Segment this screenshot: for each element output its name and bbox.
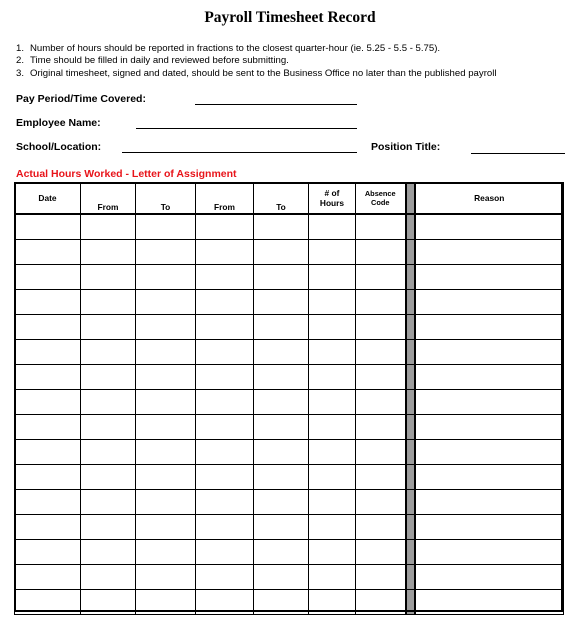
from-2-cell[interactable] — [196, 515, 254, 540]
from-2-cell[interactable] — [196, 590, 254, 615]
to-2-cell[interactable] — [254, 315, 309, 340]
date-cell[interactable] — [15, 240, 81, 265]
from-1-cell[interactable] — [81, 365, 136, 390]
gray-separator-cell — [406, 465, 415, 490]
from-1-cell[interactable] — [81, 490, 136, 515]
from-2-cell[interactable] — [196, 365, 254, 390]
from-1-cell[interactable] — [81, 340, 136, 365]
absence-code-cell[interactable] — [356, 240, 406, 265]
to-2-cell[interactable] — [254, 465, 309, 490]
absence-code-cell[interactable] — [356, 565, 406, 590]
school-location-label: School/Location: — [16, 141, 102, 153]
hours-cell[interactable] — [309, 214, 356, 240]
from-2-cell[interactable] — [196, 340, 254, 365]
position-title-label: Position Title: — [371, 141, 441, 153]
reason-cell[interactable] — [415, 590, 564, 615]
to-1-cell[interactable] — [136, 515, 196, 540]
hours-cell[interactable] — [309, 415, 356, 440]
to-1-cell[interactable] — [136, 315, 196, 340]
absence-code-cell[interactable] — [356, 590, 406, 615]
pay-period-label: Pay Period/Time Covered: — [16, 93, 146, 105]
table-row — [15, 440, 564, 465]
to-1-cell[interactable] — [136, 465, 196, 490]
date-cell[interactable] — [15, 565, 81, 590]
hours-cell[interactable] — [309, 340, 356, 365]
reason-cell[interactable] — [415, 440, 564, 465]
from-1-cell[interactable] — [81, 465, 136, 490]
table-row — [15, 465, 564, 490]
date-cell[interactable] — [15, 315, 81, 340]
reason-cell[interactable] — [415, 315, 564, 340]
column-header-date: Date — [15, 183, 81, 215]
absence-code-cell[interactable] — [356, 214, 406, 240]
hours-cell[interactable] — [309, 465, 356, 490]
table-row — [15, 590, 564, 615]
column-header-absence-code: Absence Code — [356, 183, 406, 215]
instruction-item: 3. Original timesheet, signed and dated, should be sent to the Business Office no later than the published payroll — [16, 67, 497, 79]
reason-cell[interactable] — [415, 515, 564, 540]
to-2-cell[interactable] — [254, 390, 309, 415]
table-row — [15, 415, 564, 440]
column-header-hours: # of Hours — [309, 183, 356, 215]
instructions-list — [16, 43, 496, 80]
reason-cell[interactable] — [415, 290, 564, 315]
gray-separator-cell — [406, 290, 415, 315]
table-row — [15, 490, 564, 515]
date-cell[interactable] — [15, 214, 81, 240]
date-cell[interactable] — [15, 440, 81, 465]
date-cell[interactable] — [15, 290, 81, 315]
to-2-cell[interactable] — [254, 440, 309, 465]
absence-code-cell[interactable] — [356, 540, 406, 565]
gray-separator-cell — [406, 440, 415, 465]
section-title: Actual Hours Worked - Letter of Assignment — [16, 168, 237, 180]
table-header-row — [15, 183, 564, 215]
absence-code-cell[interactable] — [356, 340, 406, 365]
hours-cell[interactable] — [309, 565, 356, 590]
reason-cell[interactable] — [415, 390, 564, 415]
hours-cell[interactable] — [309, 490, 356, 515]
gray-separator-cell — [406, 365, 415, 390]
reason-cell[interactable] — [415, 214, 564, 240]
table-row — [15, 540, 564, 565]
to-1-cell[interactable] — [136, 214, 196, 240]
gray-separator-cell — [406, 214, 415, 240]
from-1-cell[interactable] — [81, 565, 136, 590]
from-1-cell[interactable] — [81, 315, 136, 340]
to-2-cell[interactable] — [254, 240, 309, 265]
to-1-cell[interactable] — [136, 440, 196, 465]
gray-separator-cell — [406, 515, 415, 540]
to-2-cell[interactable] — [254, 415, 309, 440]
from-1-cell[interactable] — [81, 390, 136, 415]
table-row — [15, 340, 564, 365]
from-2-cell[interactable] — [196, 265, 254, 290]
reason-cell[interactable] — [415, 365, 564, 390]
from-1-cell[interactable] — [81, 214, 136, 240]
reason-cell[interactable] — [415, 465, 564, 490]
table-row — [15, 390, 564, 415]
employee-name-label: Employee Name: — [16, 117, 101, 129]
to-1-cell[interactable] — [136, 490, 196, 515]
instruction-item: 2. Time should be filled in daily and reviewed before submitting. — [16, 55, 289, 67]
to-2-cell[interactable] — [254, 565, 309, 590]
to-2-cell[interactable] — [254, 490, 309, 515]
hours-cell[interactable] — [309, 390, 356, 415]
to-1-cell[interactable] — [136, 240, 196, 265]
hours-cell[interactable] — [309, 365, 356, 390]
absence-code-cell[interactable] — [356, 315, 406, 340]
from-2-cell[interactable] — [196, 415, 254, 440]
position-title-field[interactable] — [471, 153, 565, 154]
to-1-cell[interactable] — [136, 590, 196, 615]
from-2-cell[interactable] — [196, 290, 254, 315]
table-row — [15, 290, 564, 315]
absence-code-cell[interactable] — [356, 440, 406, 465]
gray-separator-cell — [406, 315, 415, 340]
reason-cell[interactable] — [415, 490, 564, 515]
reason-cell[interactable] — [415, 540, 564, 565]
hours-cell[interactable] — [309, 590, 356, 615]
absence-code-cell[interactable] — [356, 415, 406, 440]
hours-cell[interactable] — [309, 540, 356, 565]
gray-separator-cell — [406, 265, 415, 290]
to-1-cell[interactable] — [136, 365, 196, 390]
table-row — [15, 565, 564, 590]
column-header-from-1: From — [81, 183, 136, 215]
gray-separator-cell — [406, 240, 415, 265]
from-2-cell[interactable] — [196, 214, 254, 240]
absence-code-cell[interactable] — [356, 265, 406, 290]
table-row — [15, 214, 564, 240]
from-1-cell[interactable] — [81, 540, 136, 565]
absence-code-cell[interactable] — [356, 365, 406, 390]
gray-separator-header — [406, 183, 415, 215]
date-cell[interactable] — [15, 265, 81, 290]
to-2-cell[interactable] — [254, 540, 309, 565]
from-1-cell[interactable] — [81, 240, 136, 265]
to-2-cell[interactable] — [254, 515, 309, 540]
from-1-cell[interactable] — [81, 590, 136, 615]
from-1-cell[interactable] — [81, 515, 136, 540]
table-row — [15, 365, 564, 390]
to-2-cell[interactable] — [254, 365, 309, 390]
hours-cell[interactable] — [309, 515, 356, 540]
gray-separator-cell — [406, 540, 415, 565]
date-cell[interactable] — [15, 490, 81, 515]
table-row — [15, 515, 564, 540]
absence-code-cell[interactable] — [356, 390, 406, 415]
column-header-reason: Reason — [415, 183, 564, 215]
from-1-cell[interactable] — [81, 415, 136, 440]
date-cell[interactable] — [15, 465, 81, 490]
hours-cell[interactable] — [309, 265, 356, 290]
employee-name-field[interactable] — [136, 128, 357, 129]
table-row — [15, 240, 564, 265]
absence-code-cell[interactable] — [356, 290, 406, 315]
timesheet-table — [14, 182, 564, 615]
hours-cell[interactable] — [309, 240, 356, 265]
to-1-cell[interactable] — [136, 390, 196, 415]
from-2-cell[interactable] — [196, 440, 254, 465]
from-2-cell[interactable] — [196, 540, 254, 565]
to-1-cell[interactable] — [136, 340, 196, 365]
to-2-cell[interactable] — [254, 340, 309, 365]
reason-cell[interactable] — [415, 240, 564, 265]
table-row — [15, 265, 564, 290]
gray-separator-cell — [406, 590, 415, 615]
to-1-cell[interactable] — [136, 290, 196, 315]
date-cell[interactable] — [15, 365, 81, 390]
date-cell[interactable] — [15, 340, 81, 365]
hours-cell[interactable] — [309, 440, 356, 465]
column-header-to-2: To — [254, 183, 309, 215]
pay-period-field[interactable] — [195, 104, 357, 105]
from-2-cell[interactable] — [196, 565, 254, 590]
to-2-cell[interactable] — [254, 590, 309, 615]
hours-cell[interactable] — [309, 315, 356, 340]
gray-separator-cell — [406, 490, 415, 515]
from-1-cell[interactable] — [81, 440, 136, 465]
gray-separator-cell — [406, 390, 415, 415]
absence-code-cell[interactable] — [356, 490, 406, 515]
to-2-cell[interactable] — [254, 265, 309, 290]
reason-cell[interactable] — [415, 265, 564, 290]
from-2-cell[interactable] — [196, 240, 254, 265]
absence-code-cell[interactable] — [356, 515, 406, 540]
column-header-to-1: To — [136, 183, 196, 215]
to-1-cell[interactable] — [136, 565, 196, 590]
hours-cell[interactable] — [309, 290, 356, 315]
from-1-cell[interactable] — [81, 290, 136, 315]
gray-separator-cell — [406, 565, 415, 590]
reason-cell[interactable] — [415, 565, 564, 590]
date-cell[interactable] — [15, 415, 81, 440]
absence-code-cell[interactable] — [356, 465, 406, 490]
to-2-cell[interactable] — [254, 214, 309, 240]
from-2-cell[interactable] — [196, 465, 254, 490]
date-cell[interactable] — [15, 390, 81, 415]
from-1-cell[interactable] — [81, 265, 136, 290]
instruction-item: 1. Number of hours should be reported in fractions to the closest quarter-hour (ie. 5.25 - 5.5 - 5.75). — [16, 43, 441, 54]
page-title: Payroll Timesheet Record — [204, 9, 376, 26]
to-1-cell[interactable] — [136, 415, 196, 440]
gray-separator-cell — [406, 415, 415, 440]
date-cell[interactable] — [15, 515, 81, 540]
to-2-cell[interactable] — [254, 290, 309, 315]
table-row — [15, 315, 564, 340]
from-2-cell[interactable] — [196, 315, 254, 340]
from-2-cell[interactable] — [196, 490, 254, 515]
date-cell[interactable] — [15, 540, 81, 565]
to-1-cell[interactable] — [136, 265, 196, 290]
column-header-from-2: From — [196, 183, 254, 215]
gray-separator-cell — [406, 340, 415, 365]
to-1-cell[interactable] — [136, 540, 196, 565]
school-location-field[interactable] — [122, 152, 357, 153]
reason-cell[interactable] — [415, 340, 564, 365]
reason-cell[interactable] — [415, 415, 564, 440]
from-2-cell[interactable] — [196, 390, 254, 415]
date-cell[interactable] — [15, 590, 81, 615]
